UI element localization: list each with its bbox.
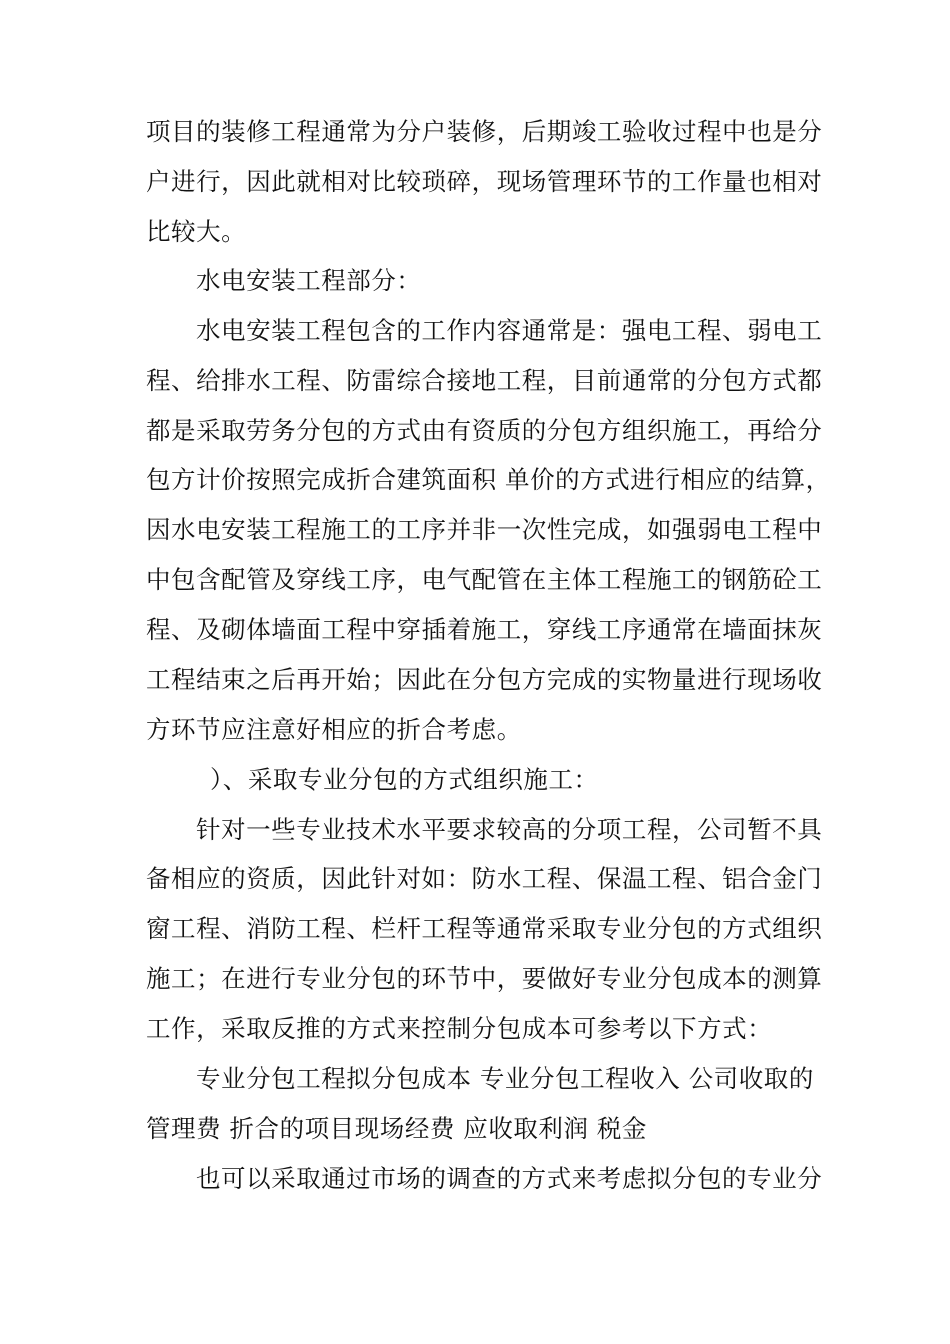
paragraph-3-line-4: 包方计价按照完成折合建筑面积 单价的方式进行相应的结算， — [146, 465, 831, 494]
section-heading-specialized-subcontract: ）、采取专业分包的方式组织施工： — [210, 765, 599, 794]
formula-line-1: 专业分包工程拟分包成本 专业分包工程收入 公司收取的 — [196, 1064, 814, 1093]
paragraph-3-line-2: 程、给排水工程、防雷综合接地工程，目前通常的分包方式都 — [146, 366, 823, 395]
paragraph-3-line-9: 方环节应注意好相应的折合考虑。 — [146, 715, 522, 744]
paragraph-3-line-1: 水电安装工程包含的工作内容通常是：强电工程、弱电工 — [196, 316, 823, 345]
paragraph-1-line-1: 项目的装修工程通常为分户装修，后期竣工验收过程中也是分 — [146, 117, 823, 146]
paragraph-3-line-7: 程、及砌体墙面工程中穿插着施工，穿线工序通常在墙面抹灰 — [146, 615, 823, 644]
paragraph-1-line-2: 户进行，因此就相对比较琐碎，现场管理环节的工作量也相对 — [146, 167, 823, 196]
paragraph-3-line-6: 中包含配管及穿线工序，电气配管在主体工程施工的钢筋砼工 — [146, 565, 823, 594]
paragraph-1-line-3: 比较大。 — [146, 217, 247, 246]
formula-line-2: 管理费 折合的项目现场经费 应收取利润 税金 — [146, 1114, 647, 1143]
paragraph-3-line-3: 都是采取劳务分包的方式由有资质的分包方组织施工，再给分 — [146, 416, 823, 445]
paragraph-5-line-1: 针对一些专业技术水平要求较高的分项工程，公司暂不具 — [196, 815, 823, 844]
paragraph-3-line-8: 工程结束之后再开始；因此在分包方完成的实物量进行现场收 — [146, 665, 823, 694]
paragraph-3-line-5: 因水电安装工程施工的工序并非一次性完成，如强弱电工程中 — [146, 515, 823, 544]
section-heading-plumbing-electrical: 水电安装工程部分： — [196, 266, 422, 295]
paragraph-5-line-5: 工作，采取反推的方式来控制分包成本可参考以下方式： — [146, 1014, 773, 1043]
paragraph-5-line-2: 备相应的资质，因此针对如：防水工程、保温工程、铝合金门 — [146, 864, 823, 893]
paragraph-5-line-3: 窗工程、消防工程、栏杆工程等通常采取专业分包的方式组织 — [146, 914, 823, 943]
paragraph-7-line-1: 也可以采取通过市场的调查的方式来考虑拟分包的专业分 — [196, 1164, 823, 1193]
paragraph-5-line-4: 施工；在进行专业分包的环节中，要做好专业分包成本的测算 — [146, 964, 823, 993]
